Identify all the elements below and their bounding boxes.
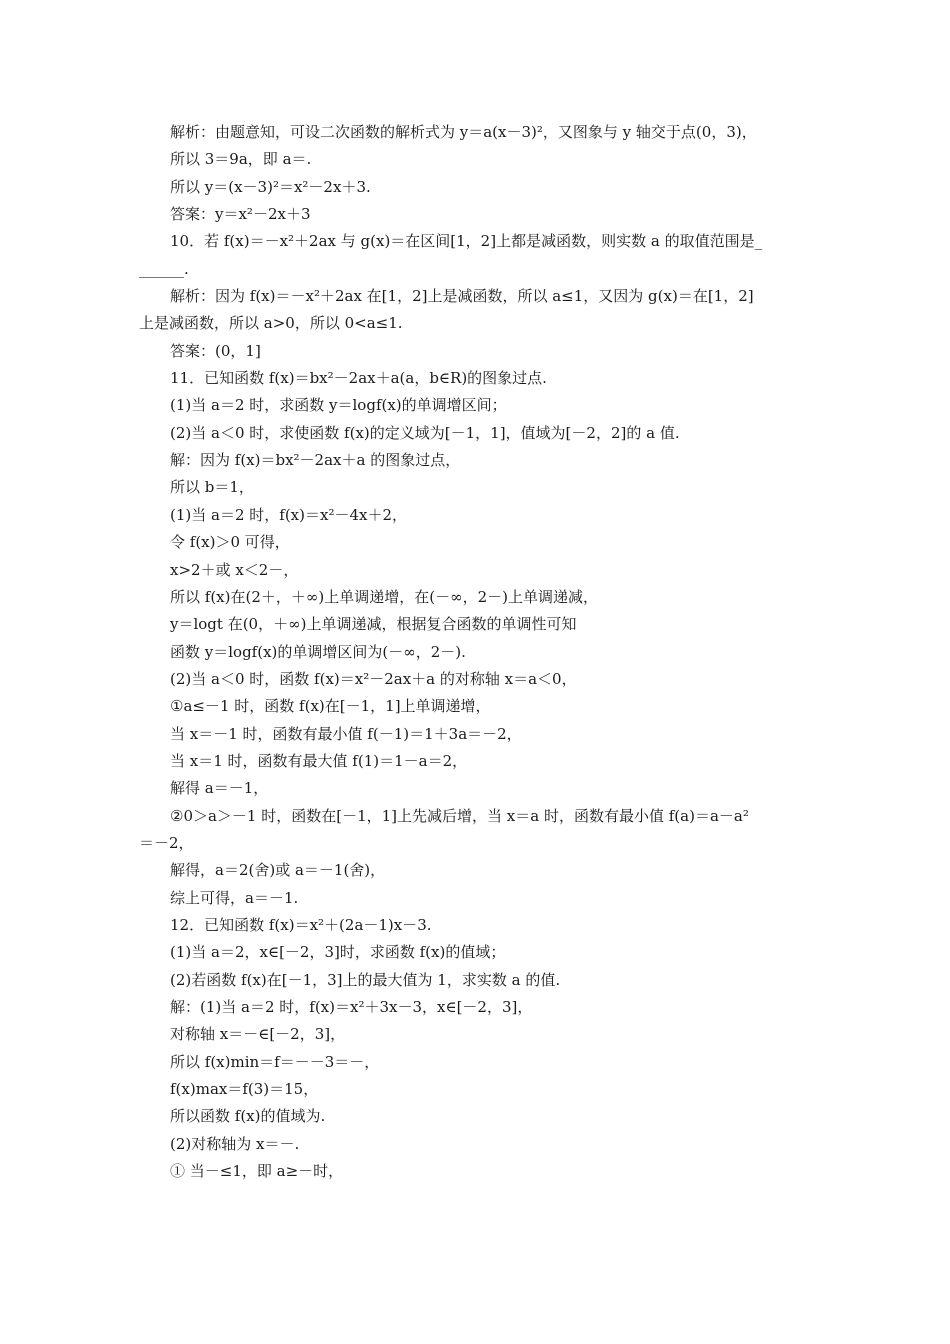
text-line: 解得，a＝2(舍)或 a＝－1(舍)， (170, 861, 386, 880)
solution-text (139, 119, 819, 1185)
text-line: ① 当－≤1，即 a≥－时， (170, 1162, 344, 1181)
text-line: (1)当 a＝2 时，f(x)＝x²－4x＋2， (170, 505, 408, 524)
text-line: 所以 f(x)min＝f＝－－3＝－， (170, 1052, 380, 1071)
text-line: 解：因为 f(x)＝bx²－2ax＋a 的图象过点， (170, 451, 461, 470)
text-line: 解得 a＝－1， (170, 779, 269, 798)
text-line: 答案：y＝x²－2x＋3 (170, 205, 311, 224)
text-line: x>2＋或 x＜2－， (170, 560, 299, 579)
text-line: (2)当 a＜0 时，求使函数 f(x)的定义域为[－1，1]，值域为[－2，2]的 a 值. (170, 423, 680, 442)
text-line: 解：(1)当 a＝2 时，f(x)＝x²＋3x－3，x∈[－2，3]， (170, 998, 533, 1016)
text-line: 所以 f(x)在(2＋，＋∞)上单调递增，在(－∞，2－)上单调递减， (170, 587, 598, 606)
text-line: (2)当 a＜0 时，函数 f(x)＝x²－2ax＋a 的对称轴 x＝a＜0， (170, 669, 577, 688)
text-line: 所以 3＝9a，即 a＝. (170, 150, 312, 169)
text-line: 10．若 f(x)＝－x²＋2ax 与 g(x)＝在区间[1，2]上都是减函数，则实数 a 的取值范围是_ (170, 232, 763, 251)
text-line: ①a≤－1 时，函数 f(x)在[－1，1]上单调递增， (170, 697, 491, 716)
text-line: (1)当 a＝2，x∈[－2，3]时，求函数 f(x)的值域； (170, 943, 506, 962)
text-line: 上是减函数，所以 a>0，所以 0<a≤1. (139, 314, 403, 333)
text-line: 当 x＝1 时，函数有最大值 f(1)＝1－a＝2， (170, 751, 468, 770)
text-line: 所以 y＝(x－3)²＝x²－2x＋3. (170, 177, 371, 196)
text-line: 令 f(x)＞0 可得， (170, 533, 290, 552)
text-line: 答案：(0，1] (170, 341, 261, 360)
text-line: 综上可得，a＝－1. (170, 888, 299, 907)
text-line: (1)当 a＝2 时，求函数 y＝logf(x)的单调增区间； (170, 396, 507, 415)
text-line: 解析：由题意知，可设二次函数的解析式为 y＝a(x－3)²，又图象与 y 轴交于点(0，3)， (170, 123, 757, 141)
text-line: 11．已知函数 f(x)＝bx²－2ax＋a(a，b∈R)的图象过点. (170, 369, 547, 388)
text-line: 12．已知函数 f(x)＝x²＋(2a－1)x－3. (170, 915, 432, 934)
text-line: 当 x＝－1 时，函数有最小值 f(－1)＝1＋3a＝－2， (170, 724, 522, 743)
text-line: f(x)max＝f(3)＝15， (170, 1080, 319, 1099)
text-line: ＝－2， (139, 833, 194, 852)
text-line: (2)对称轴为 x＝－. (170, 1134, 300, 1153)
text-line: ②0＞a＞－1 时，函数在[－1，1]上先减后增，当 x＝a 时，函数有最小值 f(a)＝a－a² (170, 806, 749, 825)
text-line: 对称轴 x＝－∈[－2，3]， (170, 1025, 346, 1044)
text-line: (2)若函数 f(x)在[－1，3]上的最大值为 1，求实数 a 的值. (170, 970, 561, 989)
text-line: y＝logt 在(0，＋∞)上单调递减，根据复合函数的单调性可知 (170, 615, 577, 634)
text-line: ______. (139, 259, 189, 278)
text-line: 所以 b＝1， (170, 478, 254, 497)
text-line: 函数 y＝logf(x)的单调增区间为(－∞，2－). (170, 642, 466, 661)
text-line: 解析：因为 f(x)＝－x²＋2ax 在[1，2]上是减函数，所以 a≤1，又因为 g(x)＝在[1，2] (170, 287, 754, 306)
text-line: 所以函数 f(x)的值域为. (170, 1107, 326, 1126)
